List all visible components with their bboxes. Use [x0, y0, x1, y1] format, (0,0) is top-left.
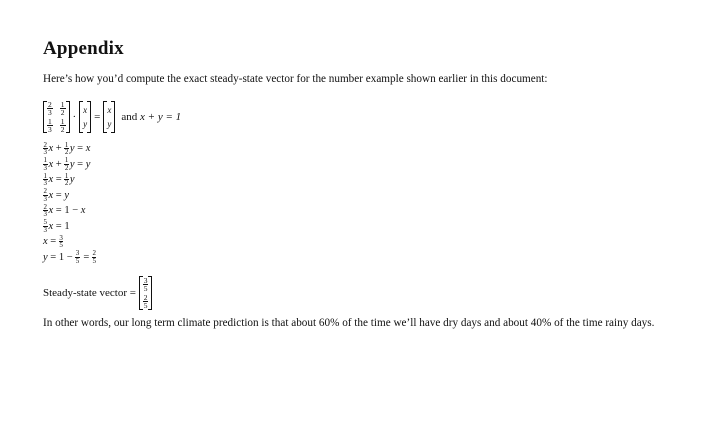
steady-state-row	[43, 276, 152, 310]
unknown-vector	[79, 101, 91, 133]
equation-line: 1 3 x = 1 2 y	[43, 171, 75, 188]
vector-entry: y	[83, 118, 88, 129]
equation-line: 5 3 x = 1	[43, 218, 70, 234]
vector-entry: $\frac{3}{5}$	[143, 275, 148, 293]
equation-line: 1 3 x + 1 2 y = y	[43, 156, 91, 172]
vector-entry: x	[83, 104, 88, 115]
steady-state-label: Steady-state vector =	[43, 287, 136, 299]
equation-line: 2 3 x = 1 − x	[43, 202, 86, 219]
matrix-equation	[43, 101, 181, 133]
vector-entry: x	[107, 104, 112, 115]
equation-line: 2 3 x = y	[43, 187, 70, 203]
intro-paragraph: Here’s how you’d compute the exact steady-state vector for the number example shown earlier in this document:	[43, 73, 548, 85]
dot-operator: ·	[72, 111, 77, 123]
section-heading: Appendix	[43, 38, 124, 59]
equation-line: x = 3 5	[43, 233, 63, 250]
vector-entry: $\frac{2}{5}$	[143, 292, 148, 310]
result-vector	[103, 101, 115, 133]
conclusion-paragraph: In other words, our long term climate prediction is that about 60% of the time we’ll have dry days and about 40% of the time rainy days.	[43, 317, 655, 329]
transition-matrix	[43, 101, 70, 133]
matrix-cell: $\frac{1}{2}$	[60, 116, 65, 134]
derivation-steps	[43, 141, 97, 265]
vector-entry: y	[107, 118, 112, 129]
equals-sign: =	[94, 111, 101, 123]
equation-line: 2 3 x + 1 2 y = x	[43, 140, 91, 157]
equation-line: y = 1 − 3 5 = 2 5	[43, 249, 96, 265]
constraint-text: and x + y = 1	[121, 111, 182, 123]
matrix-cell: $\frac{1}{2}$	[60, 99, 65, 117]
matrix-cell: $\frac{1}{3}$	[48, 116, 52, 134]
matrix-cell: $\frac{2}{3}$	[48, 99, 52, 117]
steady-state-vector	[139, 276, 153, 310]
